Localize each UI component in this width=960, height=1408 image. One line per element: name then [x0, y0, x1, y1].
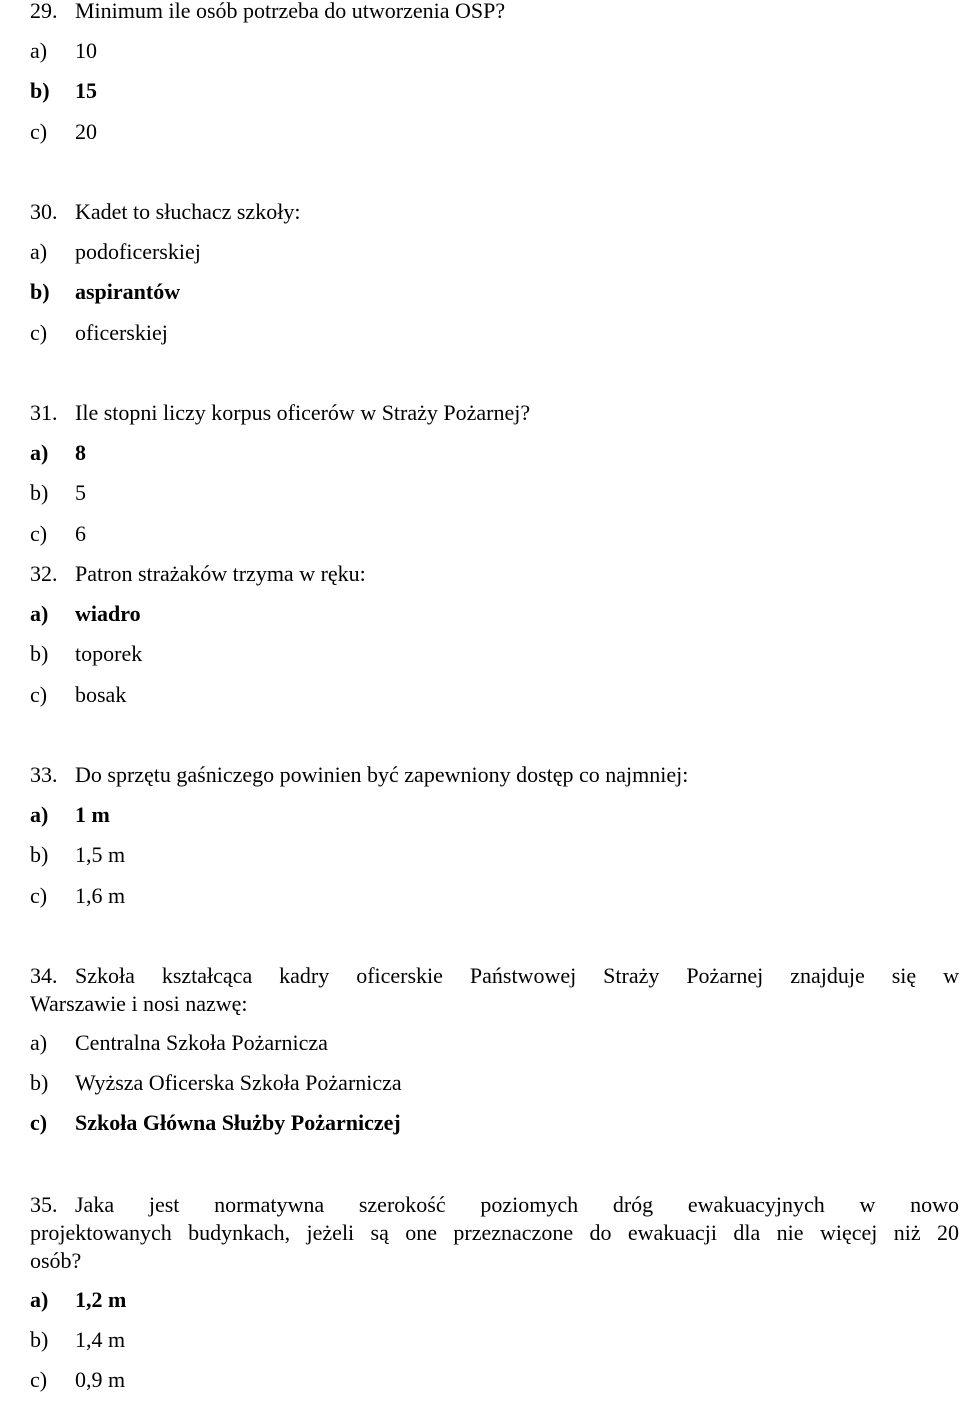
question-number: 29. [30, 0, 58, 23]
option-label: c) [30, 1110, 48, 1136]
question-text-block [30, 1191, 959, 1275]
option-c [0, 119, 960, 159]
option-label: b) [30, 1070, 49, 1096]
option-c [0, 682, 960, 722]
option-label: b) [30, 480, 49, 506]
option-text: 6 [75, 520, 86, 546]
question-35 [0, 1191, 960, 1408]
question-text-line-1 [30, 1191, 959, 1219]
question-text: Jaka jest normatywna szerokość poziomych dróg ewakuacyjnych w nowo [75, 1192, 959, 1217]
option-label: a) [30, 601, 49, 627]
question-text-line-2: projektowanych budynkach, jeżeli są one przeznaczone do ewakuacji dla nie więcej niż 20 [30, 1220, 959, 1245]
option-text: 10 [75, 38, 97, 64]
question-number: 33. [30, 762, 58, 787]
option-text: Centralna Szkoła Pożarnicza [75, 1030, 328, 1055]
option-text: oficerskiej [75, 319, 168, 345]
option-b [0, 1327, 960, 1367]
option-a-answer [0, 802, 960, 842]
option-text: 1,2 m [75, 1287, 127, 1312]
option-text: wiadro [75, 601, 141, 627]
option-a [0, 1030, 960, 1070]
option-text: podoficerskiej [75, 239, 201, 265]
question-number: 31. [30, 400, 58, 425]
question-text: Do sprzętu gaśniczego powinien być zapewniony dostęp co najmniej: [75, 762, 689, 787]
question-number: 30. [30, 199, 58, 224]
question-number: 35. [30, 1192, 58, 1217]
option-b [0, 641, 960, 681]
option-text: Wyższa Oficerska Szkoła Pożarnicza [75, 1070, 402, 1096]
question-number: 32. [30, 561, 58, 586]
option-label: a) [30, 38, 48, 64]
question-text: Szkoła kształcąca kadry oficerskie Państwowej Straży Pożarnej znajduje się w [75, 963, 959, 988]
option-label: c) [30, 882, 48, 908]
option-label: c) [30, 681, 48, 707]
option-label: a) [30, 440, 49, 466]
option-label: a) [30, 802, 49, 828]
option-b [0, 1070, 960, 1110]
option-b [0, 842, 960, 882]
option-text: Szkoła Główna Służby Pożarniczej [75, 1110, 401, 1136]
question-text-line-1 [30, 962, 959, 990]
question-text: Kadet to słuchacz szkoły: [75, 199, 301, 224]
question-text-block [30, 962, 959, 1018]
option-text: aspirantów [75, 279, 181, 305]
question-29 [0, 0, 960, 159]
option-b-answer [0, 279, 960, 319]
option-text: 1,4 m [75, 1327, 126, 1353]
option-text: 8 [75, 440, 86, 466]
question-32 [0, 561, 960, 722]
option-text: 1,5 m [75, 842, 126, 868]
option-c [0, 320, 960, 360]
option-text: toporek [75, 641, 143, 667]
option-text: 1,6 m [75, 882, 126, 908]
option-label: c) [30, 520, 48, 546]
option-c [0, 521, 960, 561]
option-label: c) [30, 1367, 48, 1393]
question-text: Patron strażaków trzyma w ręku: [75, 561, 366, 586]
question-30 [0, 199, 960, 360]
option-a-answer [0, 1287, 960, 1327]
question-33 [0, 762, 960, 923]
option-label: b) [30, 279, 50, 305]
option-text: bosak [75, 681, 127, 707]
option-c [0, 1367, 960, 1407]
question-text: Ile stopni liczy korpus oficerów w Straży Pożarnej? [75, 400, 531, 425]
option-a-answer [0, 440, 960, 480]
option-b-answer [0, 78, 960, 118]
option-label: b) [30, 78, 50, 104]
option-label: a) [30, 1030, 48, 1055]
option-a [0, 239, 960, 279]
question-31 [0, 400, 960, 561]
option-c-answer [0, 1110, 960, 1150]
question-text-line-3: osób? [30, 1248, 82, 1273]
option-label: c) [30, 118, 48, 144]
question-text-line-2: Warszawie i nosi nazwę: [30, 991, 248, 1016]
option-text: 5 [75, 480, 86, 506]
option-text: 1 m [75, 802, 110, 828]
question-number: 34. [30, 963, 58, 988]
option-text: 20 [75, 118, 97, 144]
option-label: b) [30, 641, 49, 667]
option-a [0, 38, 960, 78]
question-text: Minimum ile osób potrzeba do utworzenia OSP? [75, 0, 506, 23]
option-b [0, 480, 960, 520]
option-a-answer [0, 601, 960, 641]
option-label: a) [30, 1287, 49, 1312]
option-label: b) [30, 842, 49, 868]
option-c [0, 883, 960, 923]
option-text: 0,9 m [75, 1367, 126, 1393]
option-text: 15 [75, 78, 97, 104]
question-34 [0, 962, 960, 1151]
option-label: c) [30, 319, 48, 345]
option-label: a) [30, 239, 48, 265]
option-label: b) [30, 1327, 49, 1353]
